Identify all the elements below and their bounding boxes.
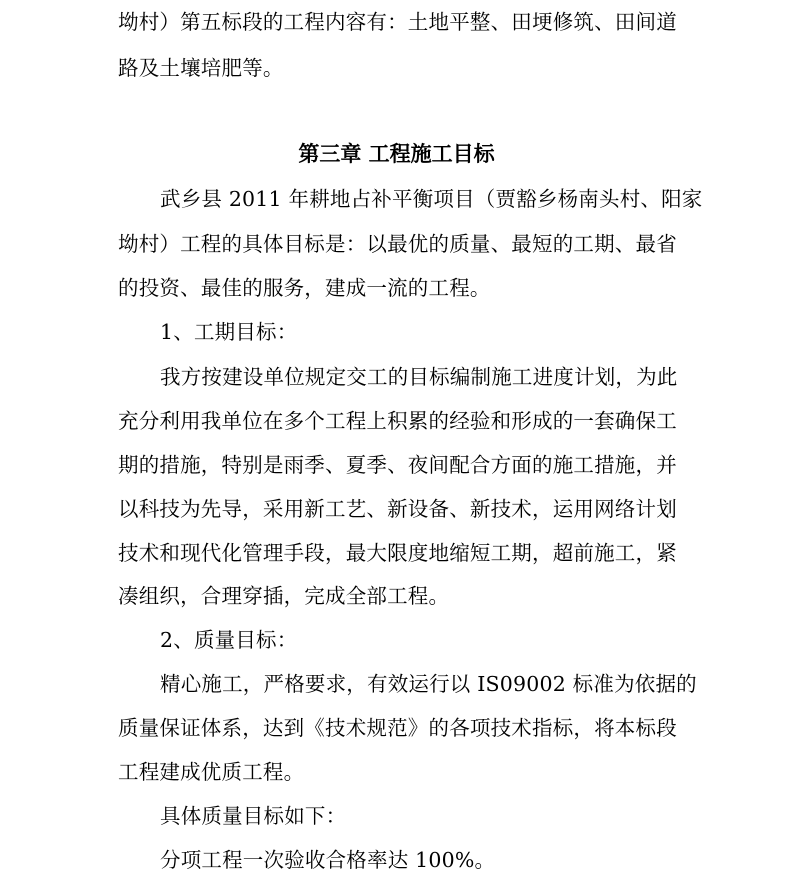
schedule-goal-line-5: 技术和现代化管理手段，最大限度地缩短工期，超前施工，紧	[118, 541, 677, 565]
schedule-goal-line-4: 以科技为先导，采用新工艺、新设备、新技术，运用网络计划	[118, 497, 677, 521]
quality-target-1: 分项工程一次验收合格率达 100%。	[160, 848, 496, 872]
chapter-title: 第三章 工程施工目标	[298, 141, 495, 166]
intro-line-2: 路及土壤培肥等。	[118, 56, 284, 80]
schedule-goal-line-1: 我方按建设单位规定交工的目标编制施工进度计划，为此	[160, 365, 678, 389]
overview-line-1: 武乡县 2011 年耕地占补平衡项目（贾豁乡杨南头村、阳家	[160, 187, 703, 211]
quality-goal-line-2: 质量保证体系，达到《技术规范》的各项技术指标，将本标段	[118, 716, 677, 740]
quality-specific-heading: 具体质量目标如下：	[160, 804, 347, 828]
quality-goal-heading: 2、质量目标：	[160, 628, 298, 652]
schedule-goal-line-3: 期的措施，特别是雨季、夏季、夜间配合方面的施工措施，并	[118, 453, 677, 477]
schedule-goal-line-2: 充分利用我单位在多个工程上积累的经验和形成的一套确保工	[118, 409, 677, 433]
overview-line-2: 坳村）工程的具体目标是：以最优的质量、最短的工期、最省	[118, 232, 677, 256]
intro-line-1: 坳村）第五标段的工程内容有：土地平整、田埂修筑、田间道	[118, 10, 677, 34]
overview-line-3: 的投资、最佳的服务，建成一流的工程。	[118, 276, 491, 300]
schedule-goal-line-6: 凑组织，合理穿插，完成全部工程。	[118, 584, 450, 608]
quality-goal-line-1: 精心施工，严格要求，有效运行以 IS09002 标准为依据的	[160, 672, 697, 696]
schedule-goal-heading: 1、工期目标：	[160, 320, 298, 344]
quality-goal-line-3: 工程建成优质工程。	[118, 760, 305, 784]
